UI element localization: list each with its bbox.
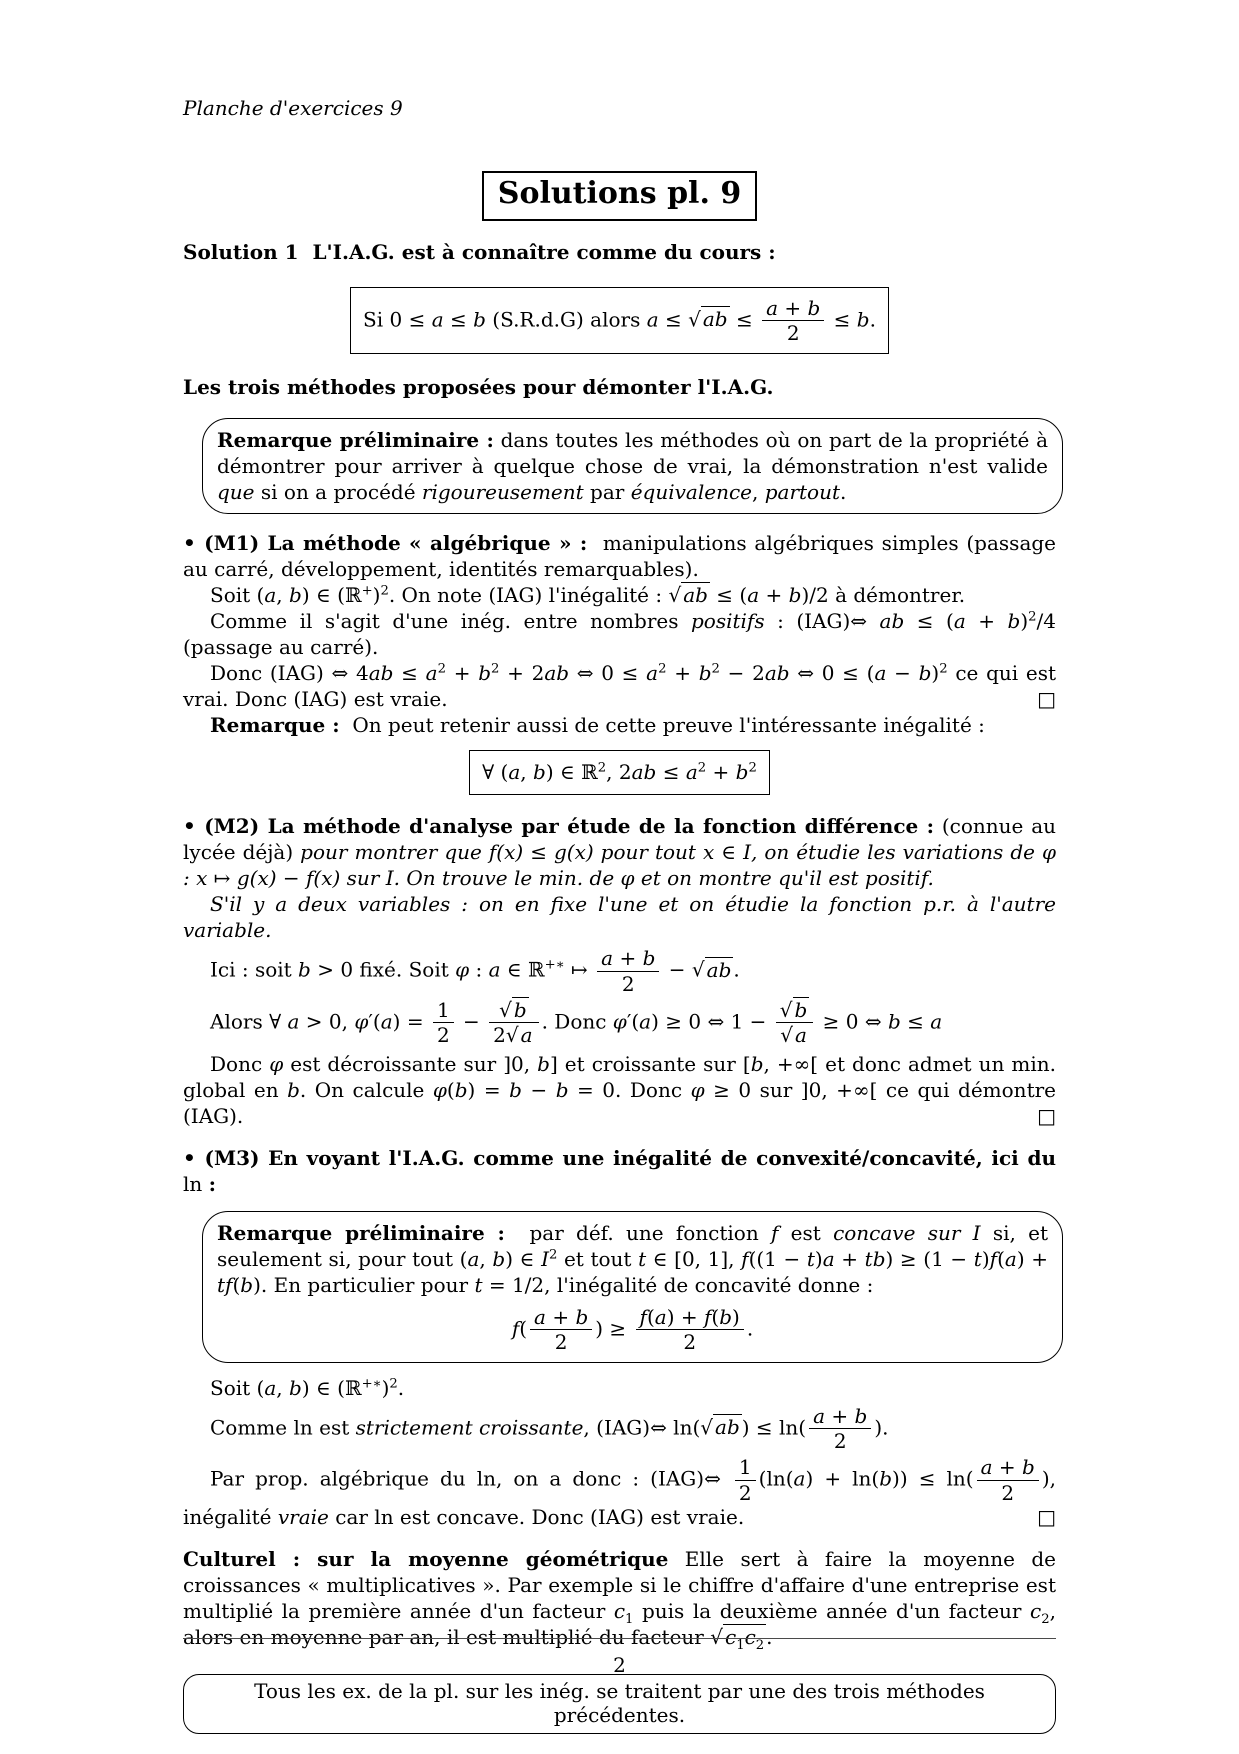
- preliminary-remark-box: [202, 418, 1063, 514]
- page-number: 2: [613, 1653, 626, 1677]
- m3-remark-box: [202, 1211, 1063, 1363]
- m1-remark: Remarque : On peut retenir aussi de cette preuve l'intéressante inégalité :: [210, 713, 985, 738]
- m1-paragraph-donc: Donc (IAG) ⇔ $4ab \le a^2 + b^2 + 2ab$ ⇔ $0 \le a^2 + b^2 - 2ab$ ⇔ $0 \le (a - b)^2$ ce qui est vrai. Donc (IAG) est vraie. □: [183, 661, 1057, 712]
- m1-paragraph-comme: Comme il s'agit d'une inég. entre nombres positifs : (IAG)⇔ ab ≤ $(a + b)^2/4$ (passage au carré).: [183, 609, 1056, 660]
- page-content: [183, 0, 1056, 1734]
- title-row: [183, 171, 1056, 221]
- m2-conclusion: Donc φ est décroissante sur ]0, b] et croissante sur [b, +∞[ et donc admet un min. global en b. On calcule φ(b) = b − b = 0. Donc φ ≥ 0 sur ]0, +∞[ ce qui démontre (IAG). □: [183, 1051, 1056, 1128]
- m3-conclusion: Par prop. algébrique du ln, on a donc : (IAG)⇔ $\frac{1}{2}$ (ln(a) + ln(b)) ≤ ln( $\frac{a + b}{2}$ ), inégalité vraie car ln est concave. Donc (IAG) est vraie. □: [183, 1455, 1056, 1530]
- m3-line-comme: Comme ln est strictement croissante, (IAG)⇔ ln(√ ab ) ≤ ln( $\frac{a + b}{2}$ ).: [210, 1403, 889, 1454]
- m2-two-variables-note: S'il y a deux variables : on en fixe l'une et on étudie la fonction p.r. à l'autre variable.: [183, 892, 1056, 943]
- m1-heading-paragraph: • (M1) La méthode « algébrique » : manipulations algébriques simples (passage au carré, développement, identités remarquables).: [183, 531, 1056, 582]
- m1-paragraph-soit: Soit (a, b) ∈ (ℝ+)$^2$. On note (IAG) l'inégalité : √ ab ≤ (a + b)/2 à démontrer.: [210, 583, 966, 608]
- m3-remark-text: Remarque préliminaire : par déf. une fonction f est concave sur I si, et seulement si, pour tout (a, b) ∈ $I^2$ et tout t ∈ [0, 1], f((1 − t)a + tb) ≥ (1 − t)f(a) + tf(b). En particulier pour t = 1/2, l'inégalité de concavité donne :: [217, 1220, 1048, 1297]
- methods-heading: Les trois méthodes proposées pour démonter l'I.A.G.: [183, 375, 774, 400]
- m1-inequality-row: [183, 750, 1056, 795]
- running-header: Planche d'exercices 9: [183, 96, 403, 120]
- m2-alors-line: Alors ∀ a > 0, φ′(a) = $\frac{1}{2}$ − $\frac{√ b}{2√ a}$ . Donc φ′(a) ≥ 0 ⇔ 1 − $\frac{√ b}{√ a}$ ≥ 0 ⇔ b ≤ a: [210, 998, 943, 1048]
- m1-inequality-box: ∀ (a, b) ∈ ℝ$^2$, $2ab \le a^2 + b^2$: [469, 750, 770, 795]
- m2-heading-paragraph: • (M2) La méthode d'analyse par étude de la fonction différence : (connue au lycée déjà) pour montrer que f(x) ≤ g(x) pour tout x ∈ I, on étudie les variations de φ : x ↦ g(x) − f(x) sur I. On trouve le min. de φ et on montre qu'il est positif.: [183, 814, 1057, 891]
- final-note-box: Tous les ex. de la pl. sur les inég. se traitent par une des trois méthodes précédentes.: [183, 1674, 1056, 1734]
- m3-concavity-formula: f( $\frac{a + b}{2}$ ) ≥ $\frac{f(a) + f(b)}{2}$ .: [511, 1304, 754, 1355]
- iag-formula-row: [183, 287, 1056, 355]
- preliminary-remark-text: Remarque préliminaire : dans toutes les méthodes où on part de la propriété à démontrer pour arriver à quelque chose de vrai, la démonstration n'est valide que si on a procédé rigoureusement par équivalence, partout.: [217, 428, 1049, 505]
- m3-line-soit: Soit (a, b) ∈ (ℝ+∗)$^2$.: [210, 1375, 405, 1400]
- m2-ici-line: Ici : soit b > 0 fixé. Soit φ : a ∈ ℝ+∗ ↦ $\frac{a + b}{2}$ − √ ab .: [210, 946, 740, 996]
- iag-formula-box: Si 0 ≤ a ≤ b (S.R.d.G) alors a ≤ √ ab ≤ $\frac{a + b}{2}$ ≤ b.: [350, 287, 889, 355]
- solution1-heading: Solution 1 L'I.A.G. est à connaître comme du cours :: [183, 239, 776, 264]
- culturel-paragraph: Culturel : sur la moyenne géométrique Elle sert à faire la moyenne de croissances « multiplicatives ». Par exemple si le chiffre d'affaire d'une entreprise est multiplié la première année d'un facteur $c_1$ puis la deuxième année d'un facteur $c_2$, alors en moyenne par an, il est multiplié du facteur √ $c_1c_2$ .: [183, 1547, 1057, 1654]
- page-title: Solutions pl. 9: [482, 171, 757, 221]
- m3-heading-paragraph: • (M3) En voyant l'I.A.G. comme une inégalité de convexité/concavité, ici du ln :: [183, 1145, 1056, 1196]
- footer: [183, 1638, 1056, 1677]
- final-box-row: [183, 1674, 1056, 1734]
- footer-rule: [183, 1638, 1056, 1639]
